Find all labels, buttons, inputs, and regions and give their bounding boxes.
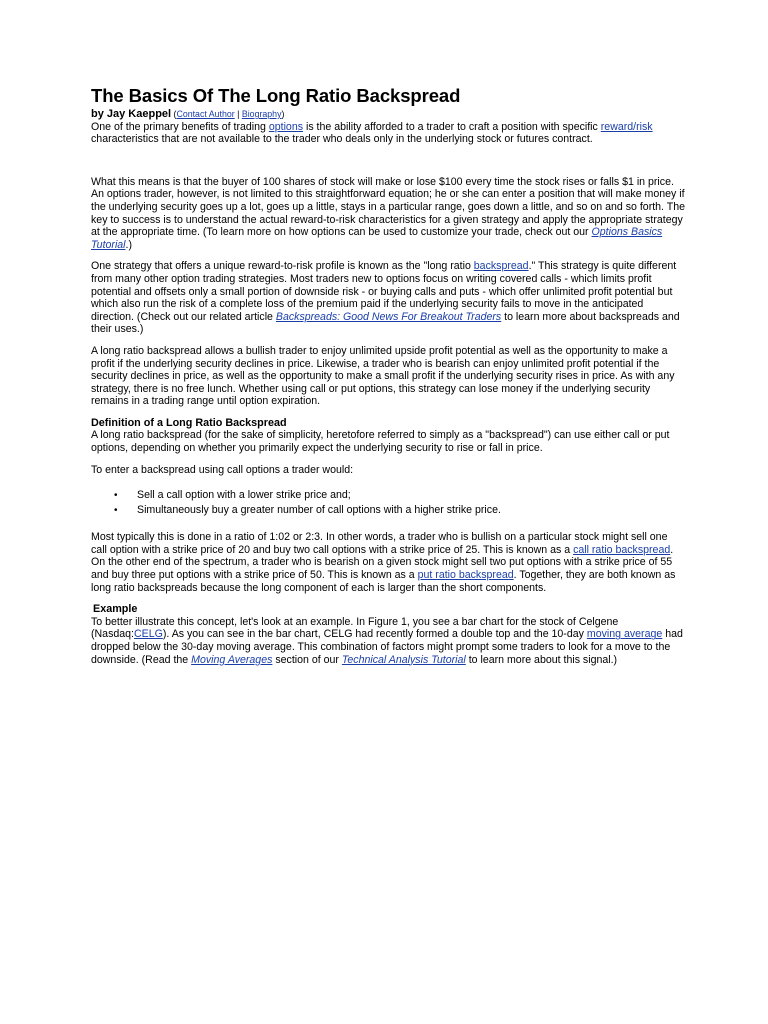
bullet-icon: • [114,505,118,517]
text-segment: is the ability afforded to a trader to craft a position with specific [303,120,601,133]
bullet-list [91,488,685,518]
spacer [91,455,685,464]
text-segment: One strategy that offers a unique reward-to-risk profile is known as the "long ratio [91,260,474,273]
options-link[interactable]: options [268,120,304,133]
text-segment: .) [125,238,133,251]
byline-separator: | [234,109,242,119]
reward-risk-link[interactable]: reward/risk [600,120,653,133]
put-ratio-backspread-link[interactable]: put ratio backspread [417,569,514,582]
spacer [91,594,685,603]
article-body [91,84,685,666]
spacer [91,146,685,176]
spacer [91,336,685,345]
author-name: by Jay Kaeppel [91,108,172,120]
paragraph-intro [91,121,685,146]
text-segment: . Together, they are both known as long ratio backspreads because the long component of each is larger than the short components. [91,569,676,594]
text-segment: had dropped below the 30-day moving average. This combination of factors might prompt some traders to look for a move to the downside. (Read the [91,628,683,666]
paragraph-stock-vs-options [91,176,685,252]
text-segment: What this means is that the buyer of 100 shares of stock will make or lose $100 every time the stock rises or falls $1 in price. An options trader, however, is not limited to this straightforward equation; he or she can enter a position that will make money if the underlying security goes up a lot, goes up a little, stays in a particular range, goes down a little, and so on and so forth. The key to success is to understand the actual reward-to-risk characteristics for a given strategy and apply the appropriate strategy at the appropriate time. (To learn more on how options can be used to customize your trade, check out our [91,175,685,239]
list-item [91,503,685,518]
moving-averages-link[interactable]: Moving Averages [191,653,273,666]
text-segment: ). As you can see in the bar chart, CELG had recently formed a double top and the 10-day [162,628,587,641]
bullet-icon: • [114,490,118,502]
byline-open-paren: ( [171,109,177,119]
spacer [91,518,685,531]
paragraph-enter-backspread: To enter a backspread using call options a trader would: [91,463,354,476]
options-basics-tutorial-link[interactable]: Options Basics Tutorial [91,226,663,251]
byline-close-paren: ) [281,109,285,119]
text-segment: characteristics that are not available to the trader who deals only in the underlying stock or futures contract. [91,133,593,146]
call-ratio-backspread-link[interactable]: call ratio backspread [573,543,671,556]
text-segment: to learn more about backspreads and their uses.) [91,310,680,336]
contact-author-link[interactable]: Contact Author [176,109,235,119]
backspreads-article-link[interactable]: Backspreads: Good News For Breakout Traders [275,310,502,323]
text-segment: To better illustrate this concept, let's look at an example. In Figure 1, you see a bar chart for the stock of Celgene (Nasdaq: [91,615,619,641]
biography-link[interactable]: Biography [241,109,282,119]
article-title: The Basics Of The Long Ratio Backspread [91,85,461,106]
moving-average-link[interactable]: moving average [586,628,663,641]
section-heading-definition: Definition of a Long Ratio Backspread [91,416,287,429]
text-segment: to learn more about this signal.) [465,653,618,666]
paragraph-bullish-bearish: A long ratio backspread allows a bullish trader to enjoy unlimited upside profit potential as well as the opportunity to make a profit if the underlying security declines in price. Likewise, a trader who is bearish can enjoy unlimited profit potential if the security declines in price, as well as the opportunity to make a small profit if the underlying security rises in price. As with any strategy, there is no free lunch. Whether using call or put options, this strategy can lose money if the underlying security remains in a trading range until option expiration. [91,344,675,408]
text-segment: Most typically this is done in a ratio of 1:02 or 2:3. In other words, a trader who is bullish on a particular stock might sell one call option with a strike price of 20 and buy two call options with a strike price of 25. This is known as a [91,531,668,556]
list-item-text: Sell a call option with a lower strike price and; [137,489,351,502]
list-item [91,488,685,503]
text-segment: One of the primary benefits of trading [91,120,269,133]
paragraph-example [91,616,685,666]
section-heading-example: Example [93,603,138,616]
celg-link[interactable]: CELG [134,628,163,641]
paragraph-long-ratio-intro [91,260,685,336]
paragraph-definition: A long ratio backspread (for the sake of simplicity, heretofore referred to simply as a "backspread") can use either call or put options, depending on whether you primarily expect the underlying security to rise or fall in price. [91,429,670,455]
text-segment: . On the other end of the spectrum, a trader who is bearish on a given stock might sell two put options with a strike price of 55 and buy three put options with a strike price of 50. This is known as a [91,543,674,582]
spacer [91,476,685,488]
byline [91,108,685,121]
text-segment: ." This strategy is quite different from many other option trading strategies. Most traders new to options focus on writing covered calls - which limits profit potential and offsets only a small portion of downside risk - or buying calls and puts - which offer unlimited profit potential but which also run the risk of a complete loss of the premium paid if the underlying security fails to move in the anticipated direction. (Check out our related article [91,260,677,323]
paragraph-ratio-examples [91,531,685,594]
list-item-text: Simultaneously buy a greater number of call options with a higher strike price. [137,504,501,517]
text-segment: section of our [272,653,342,666]
spacer [91,408,685,417]
technical-analysis-tutorial-link[interactable]: Technical Analysis Tutorial [341,653,466,666]
backspread-link[interactable]: backspread [473,260,529,273]
spacer [91,251,685,260]
